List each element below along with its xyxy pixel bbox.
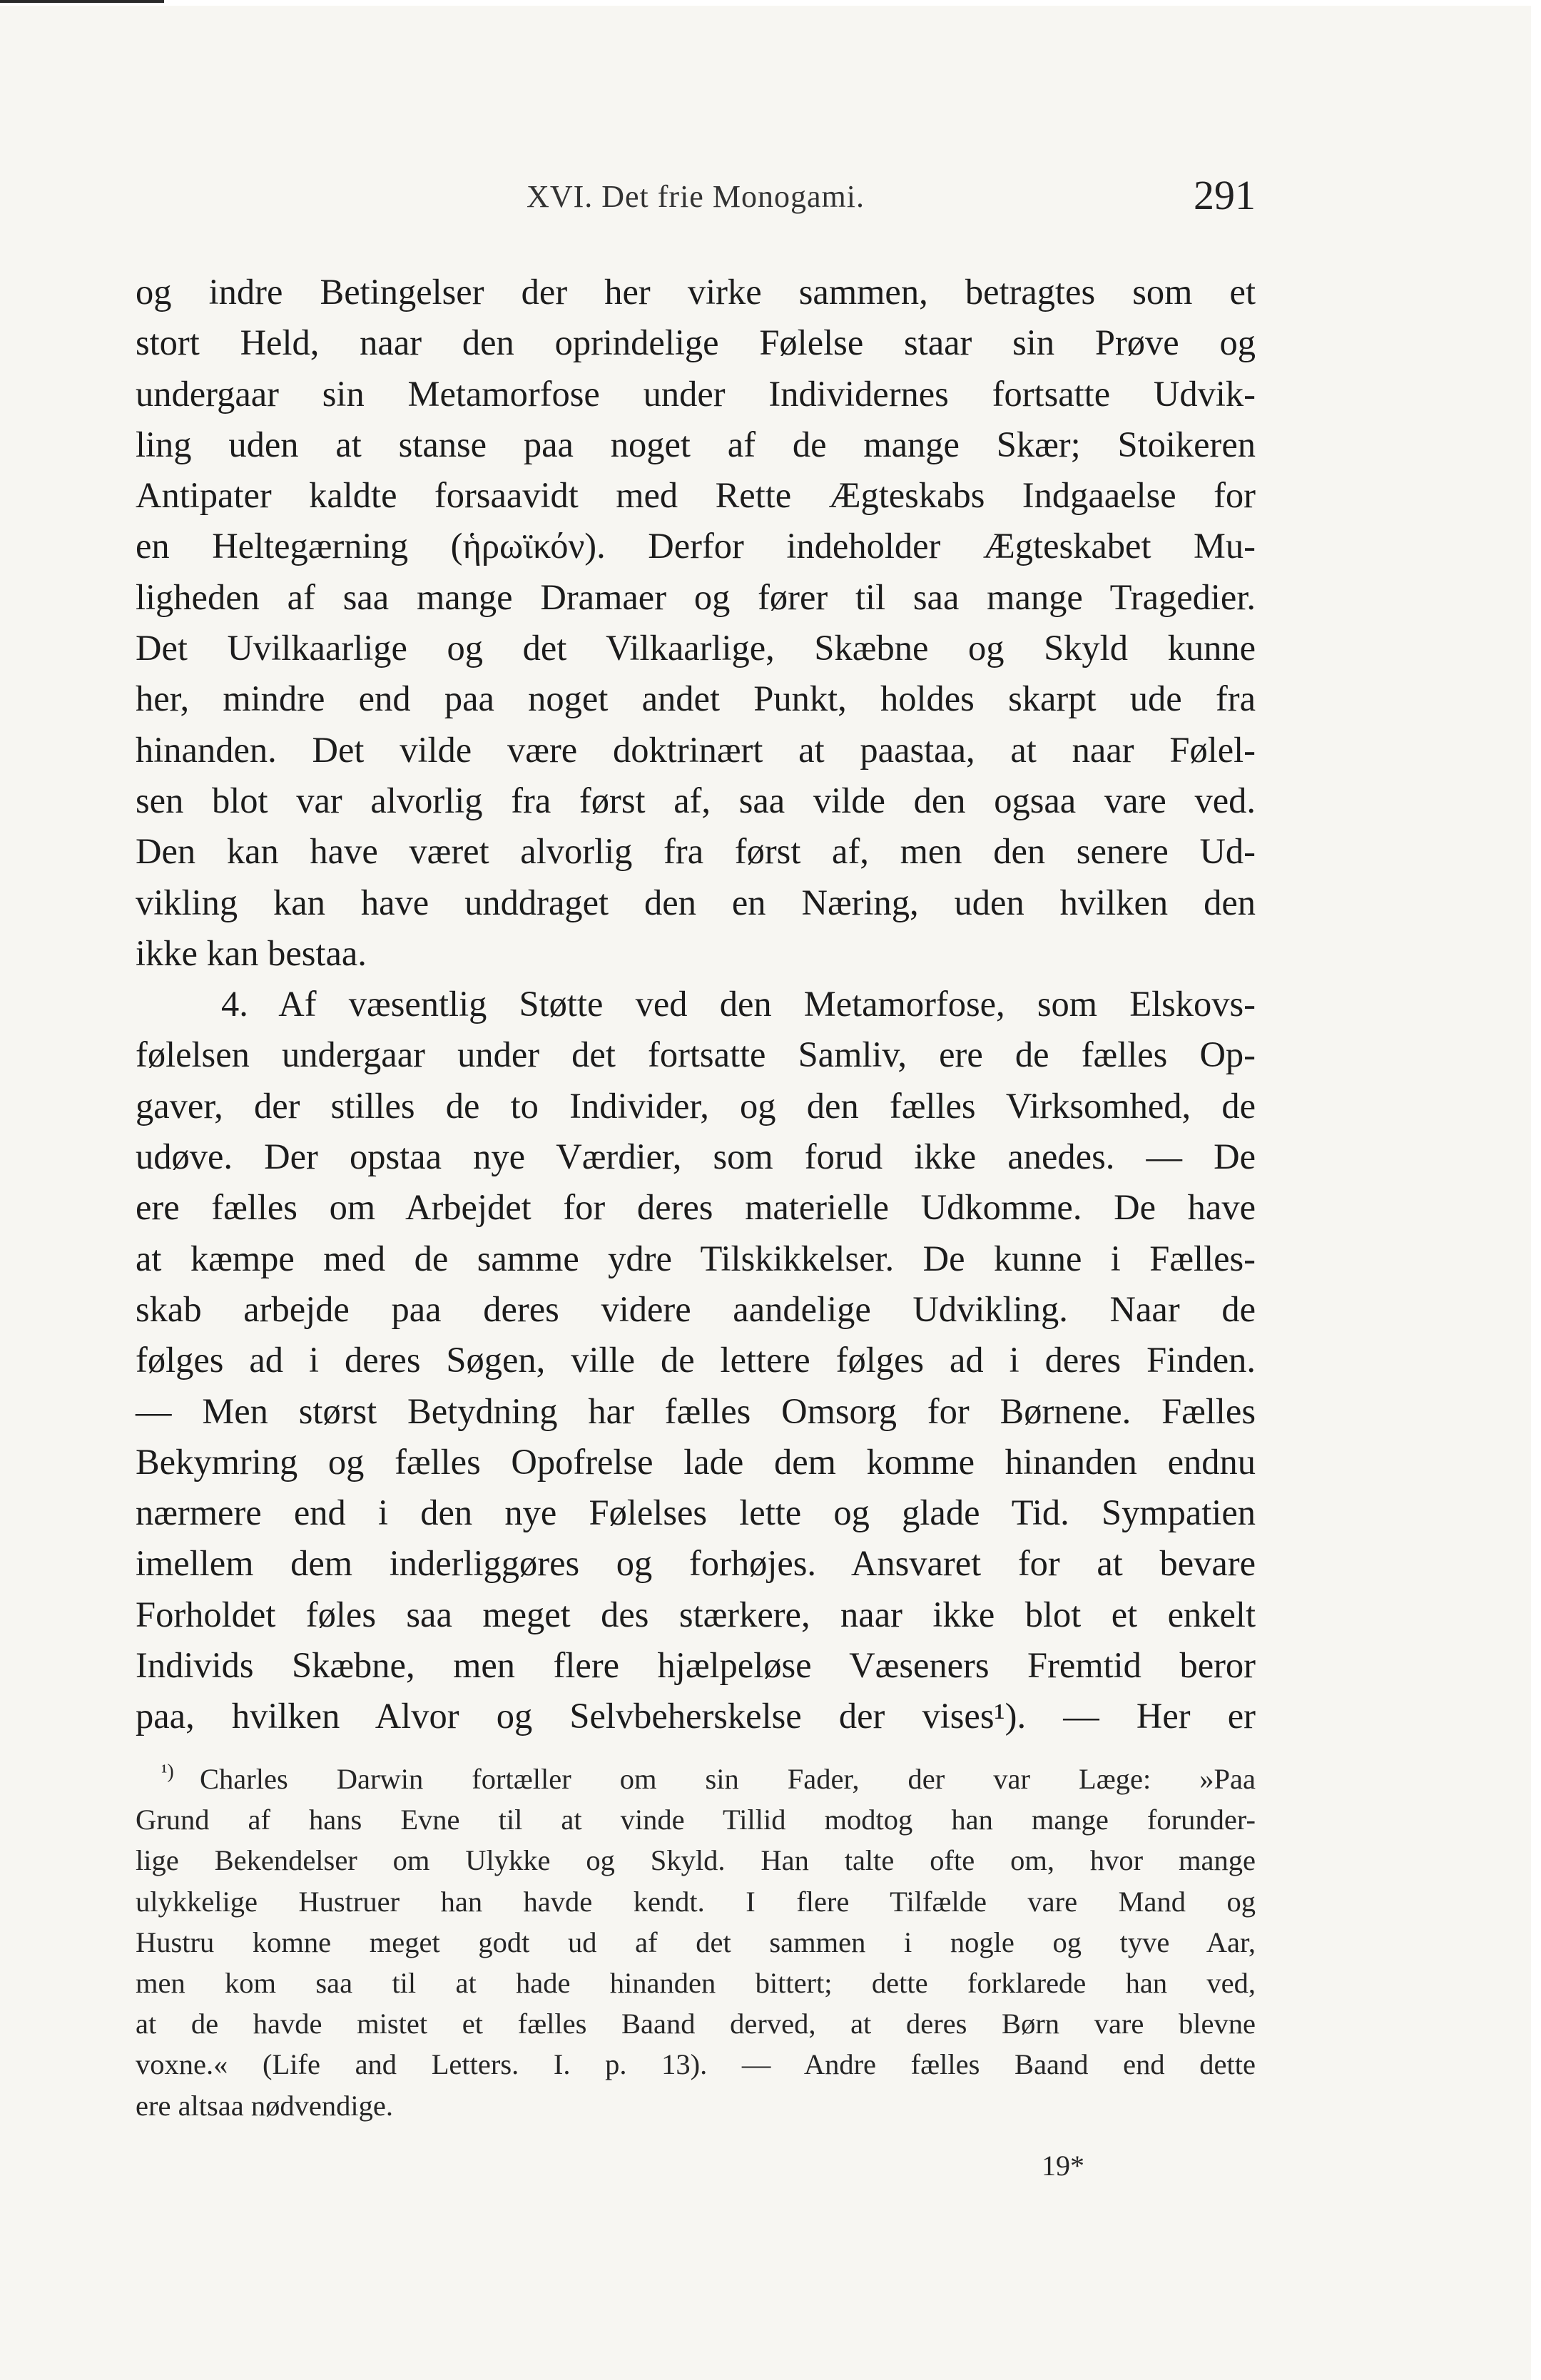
footnote-text: Charles Darwin fortæller om sin Fader, der var Læge: »Paa [200,1763,1256,1795]
body-line: 4. Af væsentlig Støtte ved den Metamorfose, som Elskovs- [221,984,1256,1024]
body-line: at kæmpe med de samme ydre Tilskikkelser. De kunne i Fælles- [136,1238,1256,1278]
body-line: undergaar sin Metamorfose under Individernes fortsatte Udvik- [136,373,1256,414]
body-line: udøve. Der opstaa nye Værdier, som forud ikke anedes. — De [136,1136,1256,1177]
body-line: ligheden af saa mange Dramaer og fører til saa mange Tragedier. [136,576,1256,617]
body-line: sen blot var alvorlig fra først af, saa vilde den ogsaa vare ved. [136,780,1256,820]
body-line: vikling kan have unddraget den en Næring, uden hvilken den [136,882,1256,922]
footnote-line: voxne.« (Life and Letters. I. p. 13). — Andre fælles Baand end dette [136,2048,1256,2081]
footnote-line: Hustru komne meget godt ud af det sammen i nogle og tyve Aar, [136,1926,1256,1958]
footnote-line: ulykkelige Hustruer han havde kendt. I flere Tilfælde vare Mand og [136,1885,1256,1918]
footnote-line: Grund af hans Evne til at vinde Tillid modtog han mange forunder- [136,1804,1256,1836]
body-line: — Men størst Betydning har fælles Omsorg for Børnene. Fælles [136,1390,1256,1431]
footnote-line: men kom saa til at hade hinanden bittert; dette forklarede han ved, [136,1966,1256,1999]
body-line: Det Uvilkaarlige og det Vilkaarlige, Skæbne og Skyld kunne [136,628,1256,668]
body-line: ere fælles om Arbejdet for deres materielle Udkomme. De have [136,1187,1256,1228]
scan-mark [0,0,164,3]
body-line: nærmere end i den nye Følelses lette og glade Tid. Sympatien [136,1492,1256,1533]
footnote-line: lige Bekendelser om Ulykke og Skyld. Han talte ofte om, hvor mange [136,1844,1256,1877]
body-line: skab arbejde paa deres videre aandelige Udvikling. Naar de [136,1288,1256,1329]
footnote-marker: ¹) [161,1761,174,1783]
body-line: Forholdet føles saa meget des stærkere, naar ikke blot et enkelt [136,1594,1256,1634]
body-line: Bekymring og fælles Opofrelse lade dem komme hinanden endnu [136,1441,1256,1482]
body-line: imellem dem inderliggøres og forhøjes. Ansvaret for at bevare [136,1543,1256,1584]
body-line: Antipater kaldte forsaavidt med Rette Ægteskabs Indgaaelse for [136,475,1256,516]
footnote [136,1759,1256,2126]
body-line: en Heltegærning (ἡρωϊκόν). Derfor indeholder Ægteskabet Mu- [136,526,1256,566]
body-line: Den kan have været alvorlig fra først af, men den senere Ud- [136,831,1256,872]
body-line: følelsen undergaar under det fortsatte Samliv, ere de fælles Op- [136,1034,1256,1075]
body-line: følges ad i deres Søgen, ville de lettere følges ad i deres Finden. [136,1340,1256,1380]
footnote-line: ere altsaa nødvendige. [136,2089,393,2122]
body-line: ikke kan bestaa. [136,932,367,973]
signature-mark: 19* [1042,2150,1084,2182]
body-line: hinanden. Det vilde være doktrinært at paastaa, at naar Følel- [136,729,1256,770]
page-header [136,171,1256,228]
body-line: her, mindre end paa noget andet Punkt, holdes skarpt ude fra [136,678,1256,719]
body-line: paa, hvilken Alvor og Selvbeherskelse der vises¹). — Her er [136,1696,1256,1736]
footnote-line [136,1759,1256,1799]
scan-edge-right [1531,0,1541,2380]
footnote-line: at de havde mistet et fælles Baand derved, at deres Børn vare blevne [136,2008,1256,2040]
body-line: og indre Betingelser der her virke sammen, betragtes som et [136,272,1256,312]
body-text [136,267,1256,1742]
page-number: 291 [1194,172,1256,218]
body-line: Individs Skæbne, men flere hjælpeløse Væseners Fremtid beror [136,1645,1256,1686]
body-line: stort Held, naar den oprindelige Følelse staar sin Prøve og [136,322,1256,363]
scan-edge-top [0,0,1541,6]
body-line: gaver, der stilles de to Individer, og den fælles Virksomhed, de [136,1085,1256,1126]
body-line: ling uden at stanse paa noget af de mange Skær; Stoikeren [136,424,1256,464]
running-title: XVI. Det frie Monogami. [527,179,865,214]
